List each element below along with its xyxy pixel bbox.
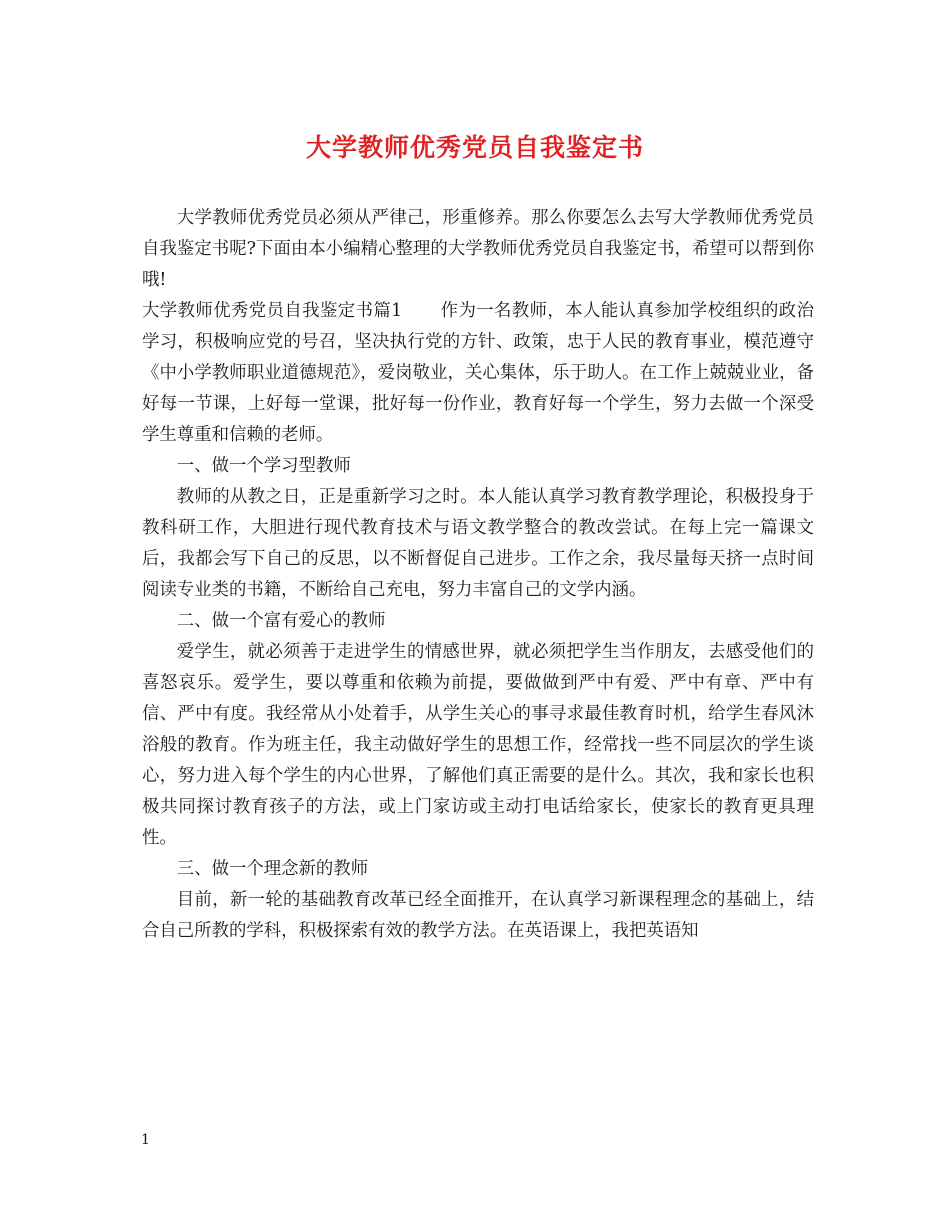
- section2-heading: 二、做一个富有爱心的教师: [176, 611, 386, 631]
- section2-paragraph: 爱学生，就必须善于走进学生的情感世界，就必须把学生当作朋友，去感受他们的喜怒哀乐。爱学生，要以尊重和依赖为前提，要做做到严中有爱、严中有章、严中有信、严中有度。我经常从小处着手，从学生关心的事寻求最佳教育时机，给学生春风沐浴般的教育。作为班主任，我主动做好学生的思想工作，经常找一些不同层次的学生谈心，努力进入每个学生的内心世界，了解他们真正需要的是什么。其次，我和家长也积极共同探讨教育孩子的方法，或上门家访或主动打电话给家长，使家长的教育更具理性。: [142, 642, 814, 848]
- section3-heading: 三、做一个理念新的教师: [176, 859, 369, 879]
- page-number: 1: [141, 1132, 150, 1148]
- intro-paragraph: 大学教师优秀党员必须从严律己，形重修养。那么你要怎么去写大学教师优秀党员自我鉴定书呢?下面由本小编精心整理的大学教师优秀党员自我鉴定书，希望可以帮到你哦!: [142, 208, 814, 290]
- document-body: [142, 203, 814, 947]
- article-heading: 大学教师优秀党员自我鉴定书篇1: [142, 301, 403, 321]
- article-lead: 作为一名教师，本人能认真参加学校组织的政治学习，积极响应党的号召，坚决执行党的方针、政策，忠于人民的教育事业，模范遵守《中小学教师职业道德规范》，爱岗敬业，关心集体，乐于助人。在工作上兢兢业业，备好每一节课，上好每一堂课，批好每一份作业，教育好每一个学生，努力去做一个深受学生尊重和信赖的老师。: [142, 301, 814, 445]
- section1-heading: 一、做一个学习型教师: [176, 456, 351, 476]
- article-first-paragraph: [142, 296, 814, 451]
- document-title: 大学教师优秀党员自我鉴定书: [305, 133, 644, 162]
- section3-paragraph: 目前，新一轮的基础教育改革已经全面推开，在认真学习新课程理念的基础上，结合自己所教的学科，积极探索有效的教学方法。在英语课上，我把英语知: [142, 890, 814, 941]
- section1-paragraph: 教师的从教之日，正是重新学习之时。本人能认真学习教育教学理论，积极投身于教科研工作，大胆进行现代教育技术与语文教学整合的教改尝试。在每上完一篇课文后，我都会写下自己的反思，以不断督促自己进步。工作之余，我尽量每天挤一点时间阅读专业类的书籍，不断给自己充电，努力丰富自己的文学内涵。: [142, 487, 814, 600]
